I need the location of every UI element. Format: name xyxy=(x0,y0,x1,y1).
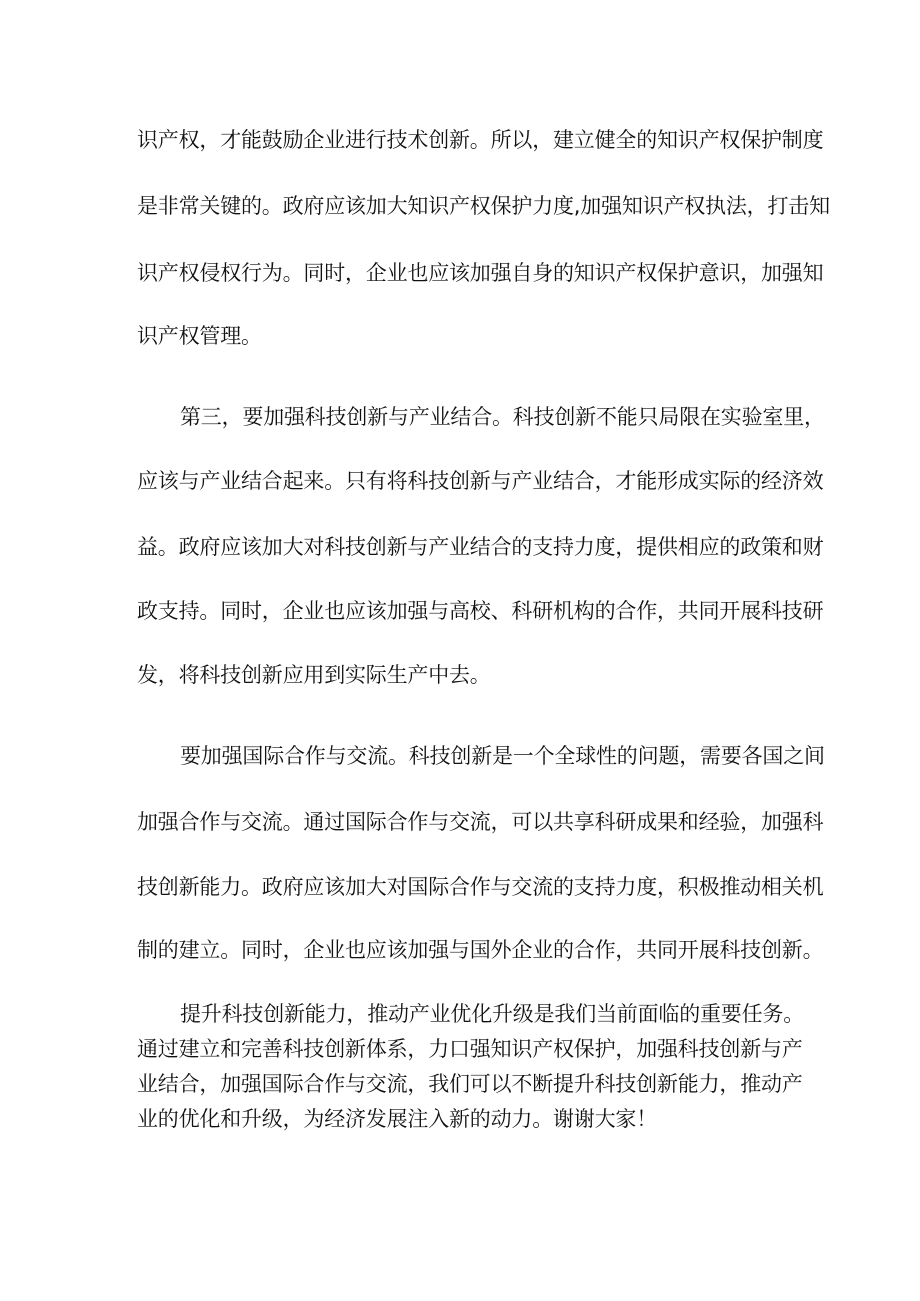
text-line: 第三，要加强科技创新与产业结合。科技创新不能只局限在实验室里， xyxy=(180,405,825,429)
text-line: 技创新能力。政府应该加大对国际合作与交流的支持力度，积极推动相关机 xyxy=(137,875,824,899)
text-line: 政支持。同时，企业也应该加强与高校、科研机构的合作，共同开展科技研 xyxy=(137,599,824,623)
text-line: 是非常关键的。政府应该加大知识产权保护力度,加强知识产权执法，打击知 xyxy=(137,194,830,218)
text-line: 发，将科技创新应用到实际生产中去。 xyxy=(137,663,491,687)
text-line: 业的优化和升级，为经济发展注入新的动力。谢谢大家！ xyxy=(137,1107,657,1131)
text-line: 制的建立。同时，企业也应该加强与国外企业的合作，共同开展科技创新。 xyxy=(137,938,824,962)
text-line: 识产权侵权行为。同时，企业也应该加强自身的知识产权保护意识，加强知 xyxy=(137,261,824,285)
text-line: 识产权，才能鼓励企业进行技术创新。所以，建立健全的知识产权保护制度 xyxy=(137,128,824,152)
text-line: 加强合作与交流。通过国际合作与交流，可以共享科研成果和经验，加强科 xyxy=(137,810,824,834)
text-line: 益。政府应该加大对科技创新与产业结合的支持力度，提供相应的政策和财 xyxy=(137,535,824,559)
text-line: 应该与产业结合起来。只有将科技创新与产业结合，才能形成实际的经济效 xyxy=(137,469,824,493)
text-line: 业结合，加强国际合作与交流，我们可以不断提升科技创新能力，推动产 xyxy=(137,1072,803,1096)
text-line: 要加强国际合作与交流。科技创新是一个全球性的问题，需要各国之间 xyxy=(180,744,825,768)
text-line: 通过建立和完善科技创新体系，力口强知识产权保护，加强科技创新与产 xyxy=(137,1037,803,1061)
text-line: 识产权管理。 xyxy=(137,324,262,348)
text-line: 提升科技创新能力，推动产业优化升级是我们当前面临的重要任务。 xyxy=(180,1002,804,1026)
